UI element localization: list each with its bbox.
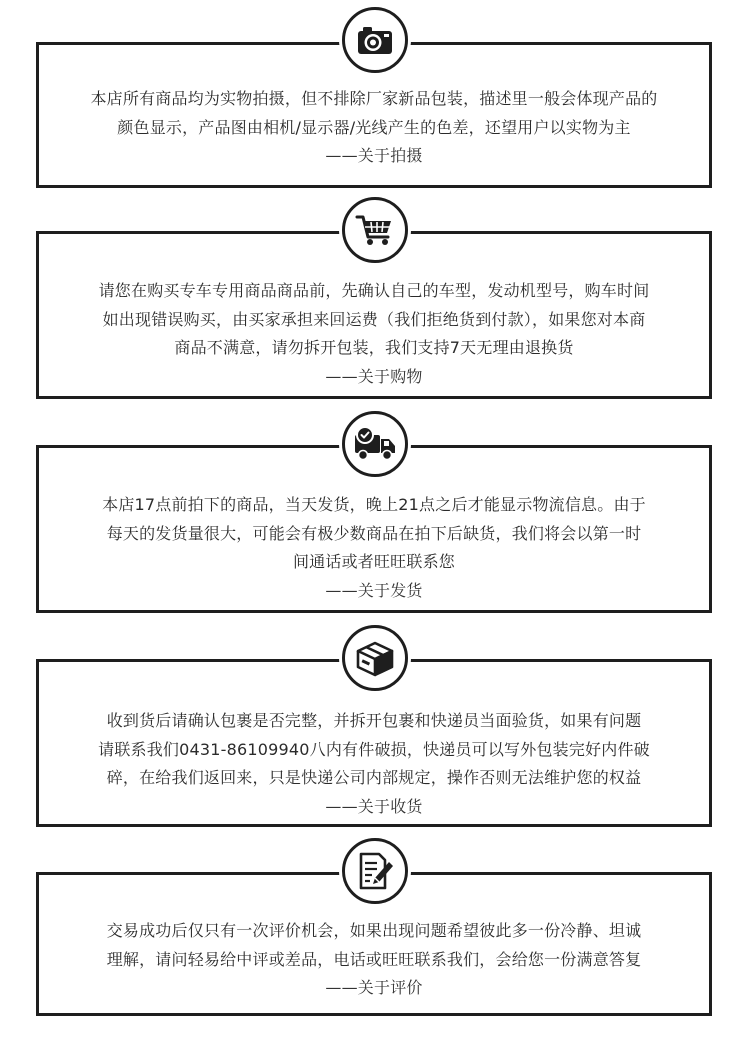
notice-text (39, 85, 709, 171)
notice-signature: ——关于购物 (325, 366, 423, 386)
badge (339, 4, 411, 76)
notice-text (39, 917, 709, 1003)
notice-signature: ——关于发货 (325, 580, 423, 600)
notice-line: 碎，在给我们返回来，只是快递公司内部规定，操作否则无法维护您的权益 (106, 768, 642, 787)
notice-line: 交易成功后仅只有一次评价机会，如果出现问题希望彼此多一份冷静、坦诚 (106, 921, 642, 940)
notice-line: 理解，请问轻易给中评或差品，电话或旺旺联系我们，会给您一份满意答复 (106, 949, 642, 969)
notice-line: 请联系我们0431-86109940八内有件破损，快递员可以写外包装完好内件破 (98, 739, 650, 759)
notice-line: 收到货后请确认包裹是否完整，并拆开包裹和快递员当面验货，如果有问题 (106, 711, 642, 730)
shopping-cart-icon (354, 209, 396, 251)
notice-line: 每天的发货量很大，可能会有极少数商品在拍下后缺货，我们将会以第一时 (106, 523, 642, 543)
edit-document-icon (355, 850, 395, 892)
package-box-icon (354, 637, 396, 679)
notice-signature: ——关于收货 (325, 796, 423, 816)
badge (339, 408, 411, 480)
notice-text (39, 707, 709, 821)
notice-line: 请您在购买专车专用商品商品前，先确认自己的车型，发动机型号，购车时间 (98, 281, 650, 300)
badge (339, 194, 411, 266)
badge (339, 835, 411, 907)
notice-line: 间通话或者旺旺联系您 (292, 552, 455, 571)
notice-signature: ——关于评价 (325, 978, 423, 997)
notice-text (39, 491, 709, 605)
notice-line: 商品不满意，请勿拆开包装，我们支持7天无理由退换货 (174, 338, 574, 357)
notice-line: 如出现错误购买，由买家承担来回运费（我们拒绝货到付款），如果您对本商 (102, 309, 646, 329)
camera-icon (355, 20, 395, 60)
notice-line: 本店17点前拍下的商品，当天发货，晚上21点之后才能显示物流信息。由于 (102, 495, 646, 514)
badge (339, 622, 411, 694)
delivery-truck-icon (353, 424, 397, 464)
notice-signature: ——关于拍摄 (325, 146, 423, 165)
notice-line: 本店所有商品均为实物拍摄，但不排除厂家新品包装，描述里一般会体现产品的 (90, 89, 658, 108)
notice-line: 颜色显示，产品图由相机/显示器/光线产生的色差，还望用户以实物为主 (117, 117, 631, 137)
notice-text (39, 277, 709, 391)
